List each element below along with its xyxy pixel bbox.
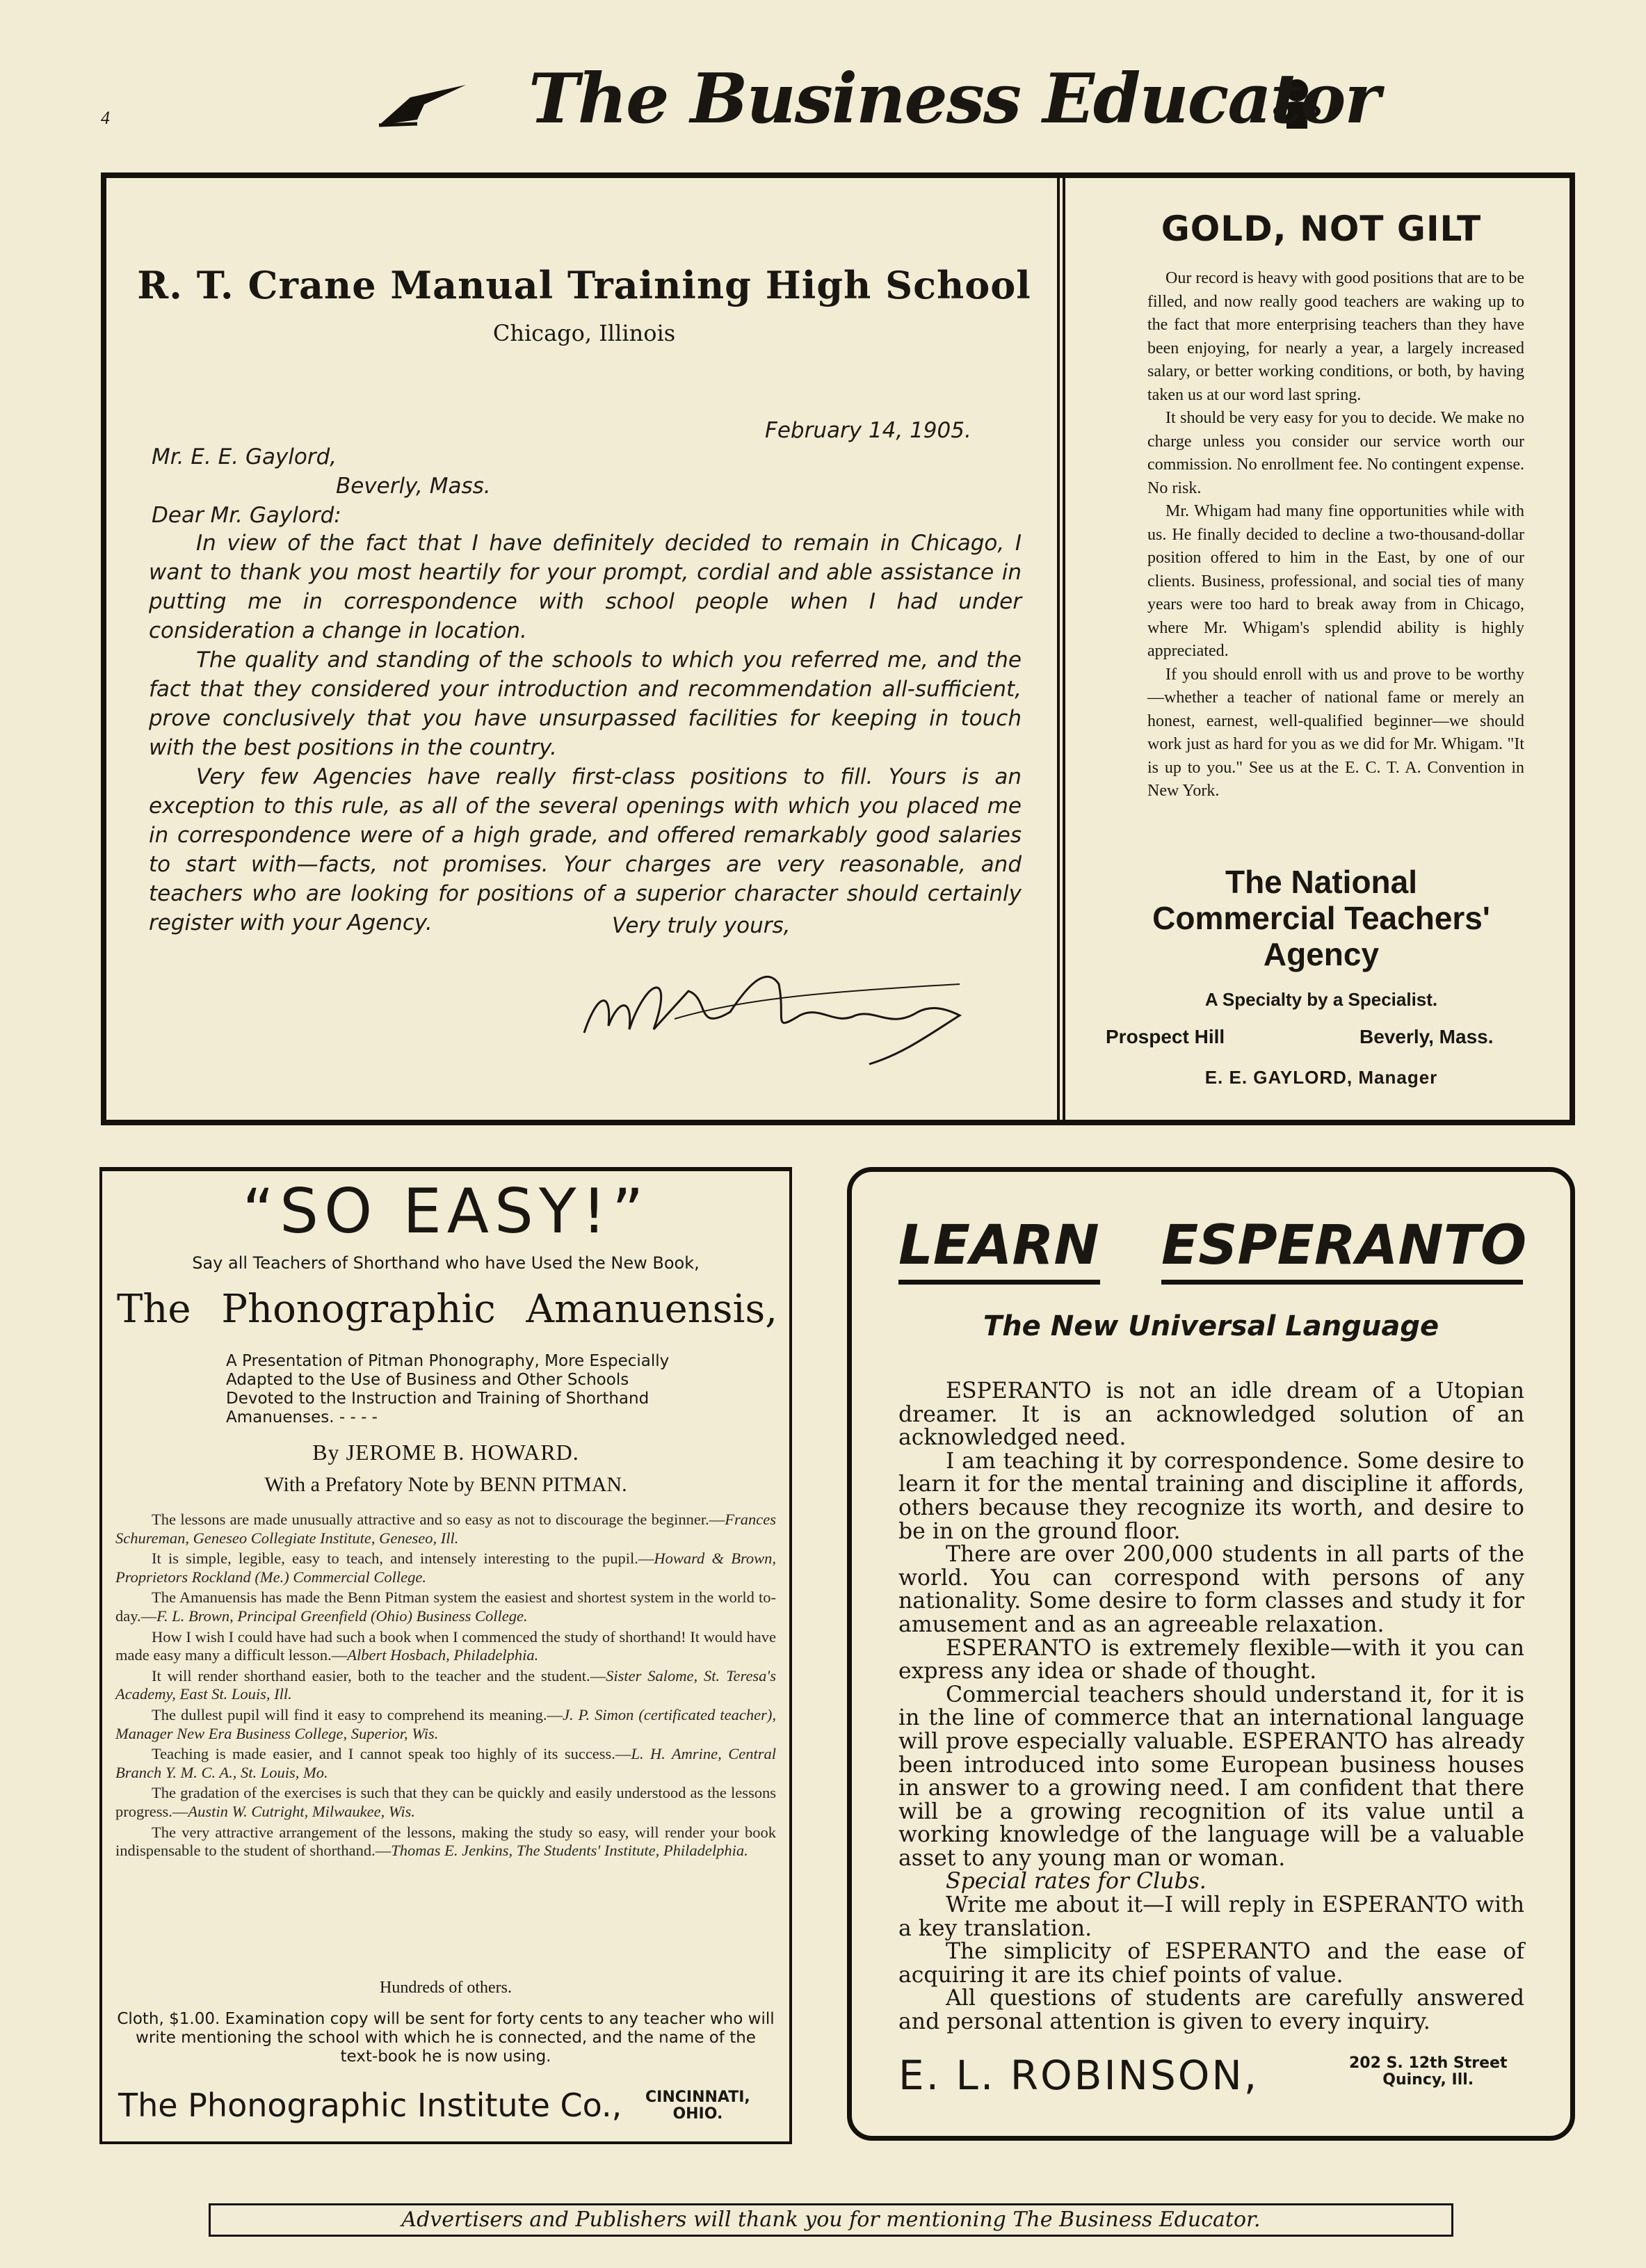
heading-rule <box>1161 1280 1523 1285</box>
book-title-word: Phonographic <box>221 1287 496 1332</box>
book-title <box>117 1287 777 1332</box>
agency-paragraph: If you should enroll with us and prove to be worthy—whether a teacher of national fame or merely an honest, earnest, well-qualified beginner—we should work just as hard for you as we did for Mr. Whigam. "It is up to you." See us at the E. C. T. A. Convention in New York. <box>1147 665 1524 800</box>
agency-manager: E. E. GAYLORD, Manager <box>1204 1067 1438 1088</box>
quill-icon <box>379 85 466 125</box>
esperanto-paragraph: All questions of students are carefully answered and personal attention is given to every inquiry. <box>898 1986 1524 2035</box>
advertiser-name: E. L. ROBINSON, <box>898 2052 1259 2099</box>
letter-body <box>149 529 1022 938</box>
agency-name-line: Agency <box>1263 936 1380 972</box>
esperanto-paragraph: Commercial teachers should understand it, for it is in the line of commerce that an international language will prove especially valuable. ESPERANTO has already been introduced into some European business houses in answer to a growing need. I am confident that there will be a growing recognition of its value until a working knowledge of the language will be a valuable asset to any young man or woman. <box>898 1682 1524 1871</box>
letter-salutation: Dear Mr. Gaylord: <box>152 503 341 528</box>
letter-paragraph: The quality and standing of the schools to which you referred me, and the fact that they considered your introduction and recommendation all-sufficient, prove conclusively that you have unsurpassed facilities for keeping in touch with the best positions in the country. <box>149 648 1022 760</box>
letterhead-city: Chicago, Illinois <box>492 320 676 346</box>
esperanto-subheading: The New Universal Language <box>983 1310 1439 1342</box>
publisher-city: CINCINNATI, OHIO. <box>645 2089 750 2123</box>
page-number: 4 <box>101 108 110 128</box>
book-description: A Presentation of Pitman Phonography, More Especially Adapted to the Use of Business and Other Schools Devoted to the Instruction and Training of Shorthand Amanuenses. - - - - <box>226 1352 670 1426</box>
book-author: By JEROME B. HOWARD. <box>312 1440 579 1465</box>
esperanto-body <box>898 1380 1524 2034</box>
hundreds-of-others: Hundreds of others. <box>380 1979 512 1997</box>
esperanto-paragraph: Write me about it—I will reply in ESPERANTO with a key translation. <box>898 1892 1524 1941</box>
price-offer: Cloth, $1.00. Examination copy will be sent for forty cents to any teacher who will write mentioning the school with which he is connected, and the name of the text-book he is now using. <box>117 2010 775 2066</box>
testimonial: Teaching is made easier, and I cannot speak too highly of its success.—L. H. Amrine, Central Branch Y. M. C. A., St. Louis, Mo. <box>115 1745 776 1781</box>
book-title-word: Amanuensis, <box>526 1287 777 1332</box>
testimonial: How I wish I could have had such a book when I commenced the study of shorthand! It would have made easy many a difficult lesson.—Albert Hosbach, Philadelphia. <box>115 1627 776 1664</box>
agency-city: Beverly, Mass. <box>1359 1026 1494 1047</box>
agency-tagline: A Specialty by a Specialist. <box>1204 989 1438 1010</box>
special-rates: Special rates for Clubs. <box>946 1869 1207 1895</box>
esperanto-heading-word: ESPERANTO <box>1161 1214 1527 1277</box>
handwritten-signature <box>570 949 987 1068</box>
testimonials <box>115 1511 776 1863</box>
esperanto-paragraph: ESPERANTO is not an idle dream of a Utopian dreamer. It is an acknowledged solution of an acknowledged need. <box>898 1378 1524 1451</box>
testimonial: The Amanuensis has made the Benn Pitman system the easiest and shortest system in the world to-day.—F. L. Brown, Principal Greenfield (Ohio) Business College. <box>115 1589 776 1625</box>
testimonial: It will render shorthand easier, both to the teacher and the student.—Sister Salome, St. Teresa's Academy, East St. Louis, Ill. <box>115 1666 776 1703</box>
agency-name-line: Commercial Teachers' <box>1152 900 1490 936</box>
esperanto-heading-learn: LEARN <box>898 1214 1099 1277</box>
advertiser-address: 202 S. 12th Street Quincy, Ill. <box>1349 2054 1508 2089</box>
testimonial: The gradation of the exercises is such that they can be quickly and easily understood as the lessons progress.—Austin W. Cutright, Milwaukee, Wis. <box>115 1784 776 1820</box>
heading-rule <box>898 1280 1100 1285</box>
masthead-title: The Business Educator <box>529 59 1380 139</box>
testimonial: It is simple, legible, easy to teach, and intensely interesting to the pupil.—Howard & Brown, Proprietors Rockland (Me.) Commercial College. <box>115 1550 777 1586</box>
letter-address: Beverly, Mass. <box>336 474 491 499</box>
letter-addressee: Mr. E. E. Gaylord, <box>152 444 337 469</box>
book-title-word: The <box>117 1287 191 1332</box>
agency-name <box>1071 864 1572 972</box>
column-divider <box>1057 172 1065 1125</box>
so-easy-heading: “SO EASY!” <box>242 1175 649 1247</box>
agency-location: Prospect Hill <box>1106 1026 1225 1047</box>
agency-paragraph: Our record is heavy with good positions that are to be filled, and now really good teachers are waking up to the fact that more enterprising teachers than they have been enjoying, for nearly a year, a largely increased salary, or better working conditions, or both, by having taken us at our word last spring. <box>1147 269 1524 404</box>
esperanto-paragraph: I am teaching it by correspondence. Some desire to learn it for the mental training and discipline it affords, others because they recognize its worth, and desire to be in on the ground floor. <box>898 1448 1524 1544</box>
esperanto-paragraph: ESPERANTO is extremely flexible—with it you can express any idea or shade of thought. <box>898 1635 1524 1684</box>
testimonial: The very attractive arrangement of the lessons, making the study so easy, will render your book indispensable to the student of shorthand.—Thomas E. Jenkins, The Students' Institute, Philadelphia. <box>115 1823 776 1860</box>
esperanto-paragraph: There are over 200,000 students in all parts of the world. You can correspond with persons of any nationality. Some desire to form classes and study it for amusement and as an agreeable relaxation. <box>898 1542 1524 1637</box>
letter-date: February 14, 1905. <box>765 418 971 443</box>
agency-paragraph: Mr. Whigam had many fine opportunities while with us. He finally decided to decline a two-thousand-dollar position offered to him in the East, by one of our clients. Business, professional, and social ties of many years were too hard to break away from in Chicago, where Mr. Whigam's splendid ability is highly appreciated. <box>1147 502 1524 660</box>
letter-closing: Very truly yours, <box>612 913 791 938</box>
agency-heading: GOLD, NOT GILT <box>1161 209 1482 249</box>
testimonial: The dullest pupil will find it easy to comprehend its meaning.—J. P. Simon (certificated teacher), Manager New Era Business College, Superior, Wis. <box>115 1705 776 1742</box>
agency-paragraph: It should be very easy for you to decide. We make no charge unless you consider our service worth our commission. No enrollment fee. No contingent expense. No risk. <box>1147 409 1524 497</box>
testimonial: The lessons are made unusually attractive and so easy as not to discourage the beginner.—Frances Schureman, Geneseo Collegiate Institute, Geneseo, Ill. <box>115 1511 776 1547</box>
agency-name-line: The National <box>1225 864 1418 900</box>
so-easy-subheading: Say all Teachers of Shorthand who have Used the New Book, <box>192 1253 700 1273</box>
esperanto-paragraph: The simplicity of ESPERANTO and the ease of acquiring it are its chief points of value. <box>898 1939 1524 1988</box>
footer-banner: Advertisers and Publishers will thank you for mentioning The Business Educator. <box>209 2203 1453 2237</box>
letterhead-school-name: R. T. Crane Manual Training High School <box>137 263 1031 307</box>
letter-paragraph: In view of the fact that I have definitely decided to remain in Chicago, I want to thank you most heartily for your prompt, cordial and able assistance in putting me in correspondence with school people when I had under consideration a change in location. <box>149 531 1022 643</box>
agency-body <box>1147 267 1524 803</box>
book-prefatory-note: With a Prefatory Note by BENN PITMAN. <box>264 1473 627 1496</box>
publisher-name: The Phonographic Institute Co., <box>118 2086 622 2124</box>
letter-paragraph: Very few Agencies have really first-class positions to fill. Yours is an exception to this rule, as all of the several openings with which you placed me in correspondence were of a high grade, and offered remarkably good salaries to start with—facts, not promises. Your charges are very reasonable, and teachers who are looking for positions of a superior character should certainly register with your Agency. <box>149 764 1022 935</box>
